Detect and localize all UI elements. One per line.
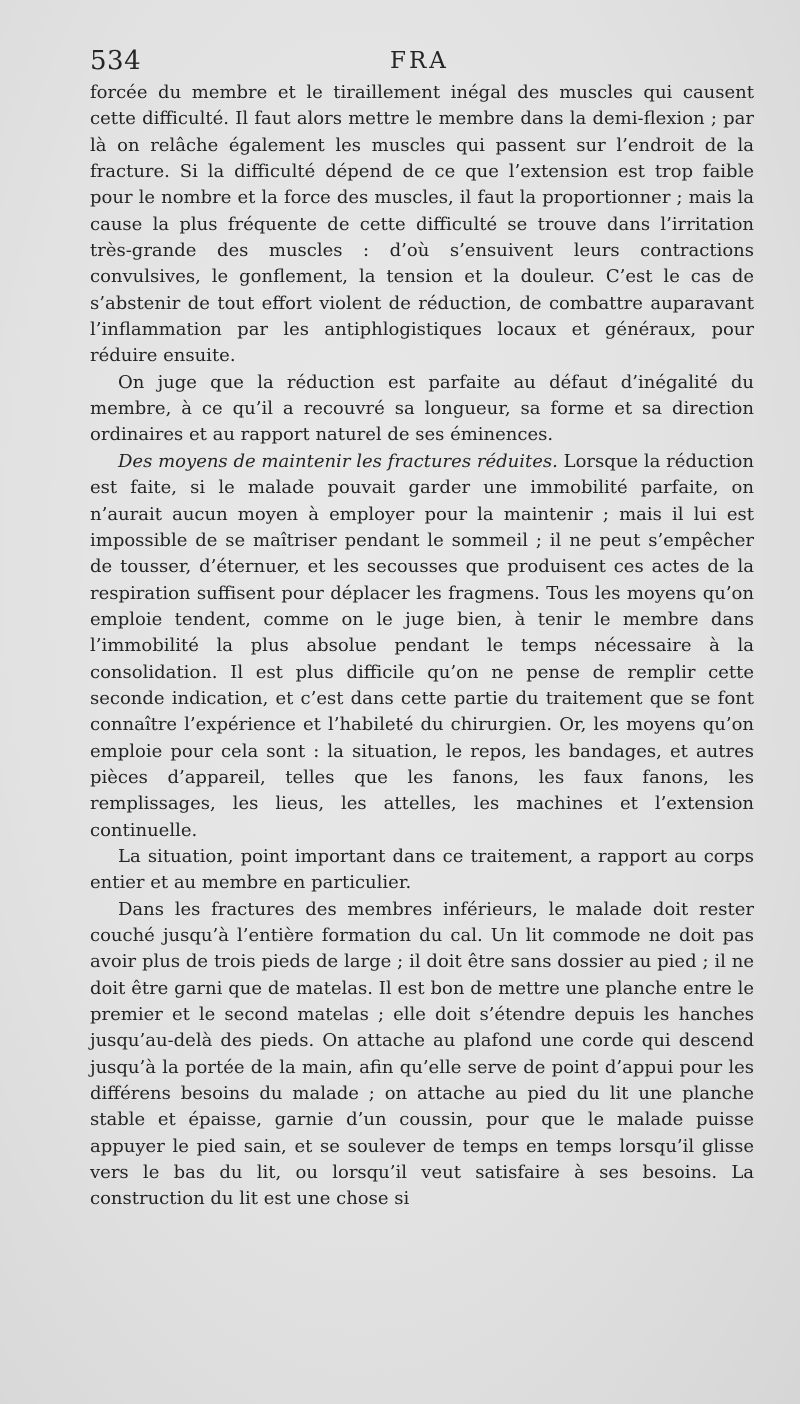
paragraph-1: forcée du membre et le tiraillement inégal des muscles qui causent cette difficulté. Il faut alors mettre le membre dans la demi-flexion ; par là on relâche également les muscles qui passent sur l’endroit de la fracture. Si la difficulté dépend de ce que l’extension est trop faible pour le nombre et la force des muscles, il faut la proportionner ; mais la cause la plus fréquente de cette difficulté se trouve dans l’irritation très-grande des muscles : d’où s’ensuivent leurs contractions convulsives, le gonflement, la tension et la douleur. C’est le cas de s’abstenir de tout effort violent de réduction, de combattre auparavant l’inflammation par les antiphlogistiques locaux et généraux, pour réduire ensuite. bbox=[90, 82, 754, 367]
paragraph-3 bbox=[90, 449, 754, 844]
paragraph-5: Dans les fractures des membres inférieurs, le malade doit rester couché jusqu’à l’entière formation du cal. Un lit commode ne doit pas avoir plus de trois pieds de large ; il doit être sans dossier au pied ; il ne doit être garni que de matelas. Il est bon de mettre une planche entre le premier et le second matelas ; elle doit s’étendre depuis les hanches jusqu’au-delà des pieds. On attache au plafond une corde qui descend jusqu’à la portée de la main, afin qu’elle serve de point d’appui pour les différens besoins du malade ; on attache au pied du lit une planche stable et épaisse, garnie d’un coussin, pour que le malade puisse appuyer le pied sain, et se soulever de temps en temps lorsqu’il glisse vers le bas du lit, ou lorsqu’il veut satisfaire à ses besoins. La construction du lit est une chose si bbox=[90, 898, 754, 1210]
paragraph-3-text: Lorsque la réduction est faite, si le malade pouvait garder une immobilité parfaite, on n’aurait aucun moyen à employer pour la maintenir ; mais il lui est impossible de se maîtriser pendant le sommeil ; il ne peut s’empêcher de tousser, d’éternuer, et les secousses que produisent ces actes de la respiration suffisent pour déplacer les fragmens. Tous les moyens qu’on emploie tendent, comme on le juge bien, à tenir le membre dans l’immobilité la plus absolue pendant le temps nécessaire à la consolidation. Il est plus difficile qu’on ne pense de remplir cette seconde indication, et c’est dans cette partie du traitement que se font connaître l’expérience et l’habileté du chirurgien. Or, les moyens qu’on emploie pour cela sont : la situation, le repos, les bandages, et autres pièces d’appareil, telles que les fanons, les faux fanons, les remplissages, les lieus, les attelles, les machines et l’extension continuelle. bbox=[90, 450, 754, 841]
page-number: 534 bbox=[90, 46, 142, 76]
body-text bbox=[90, 80, 754, 1213]
page-header bbox=[90, 44, 765, 78]
running-head: FRA bbox=[390, 48, 449, 74]
paragraph-2: On juge que la réduction est parfaite au défaut d’inégalité du membre, à ce qu’il a recouvré sa longueur, sa forme et sa direction ordinaires et au rapport naturel de ses éminences. bbox=[90, 371, 754, 446]
section-heading: Des moyens de maintenir les fractures réduites. bbox=[118, 450, 558, 472]
paragraph-4: La situation, point important dans ce traitement, a rapport au corps entier et au membre en particulier. bbox=[90, 845, 754, 894]
